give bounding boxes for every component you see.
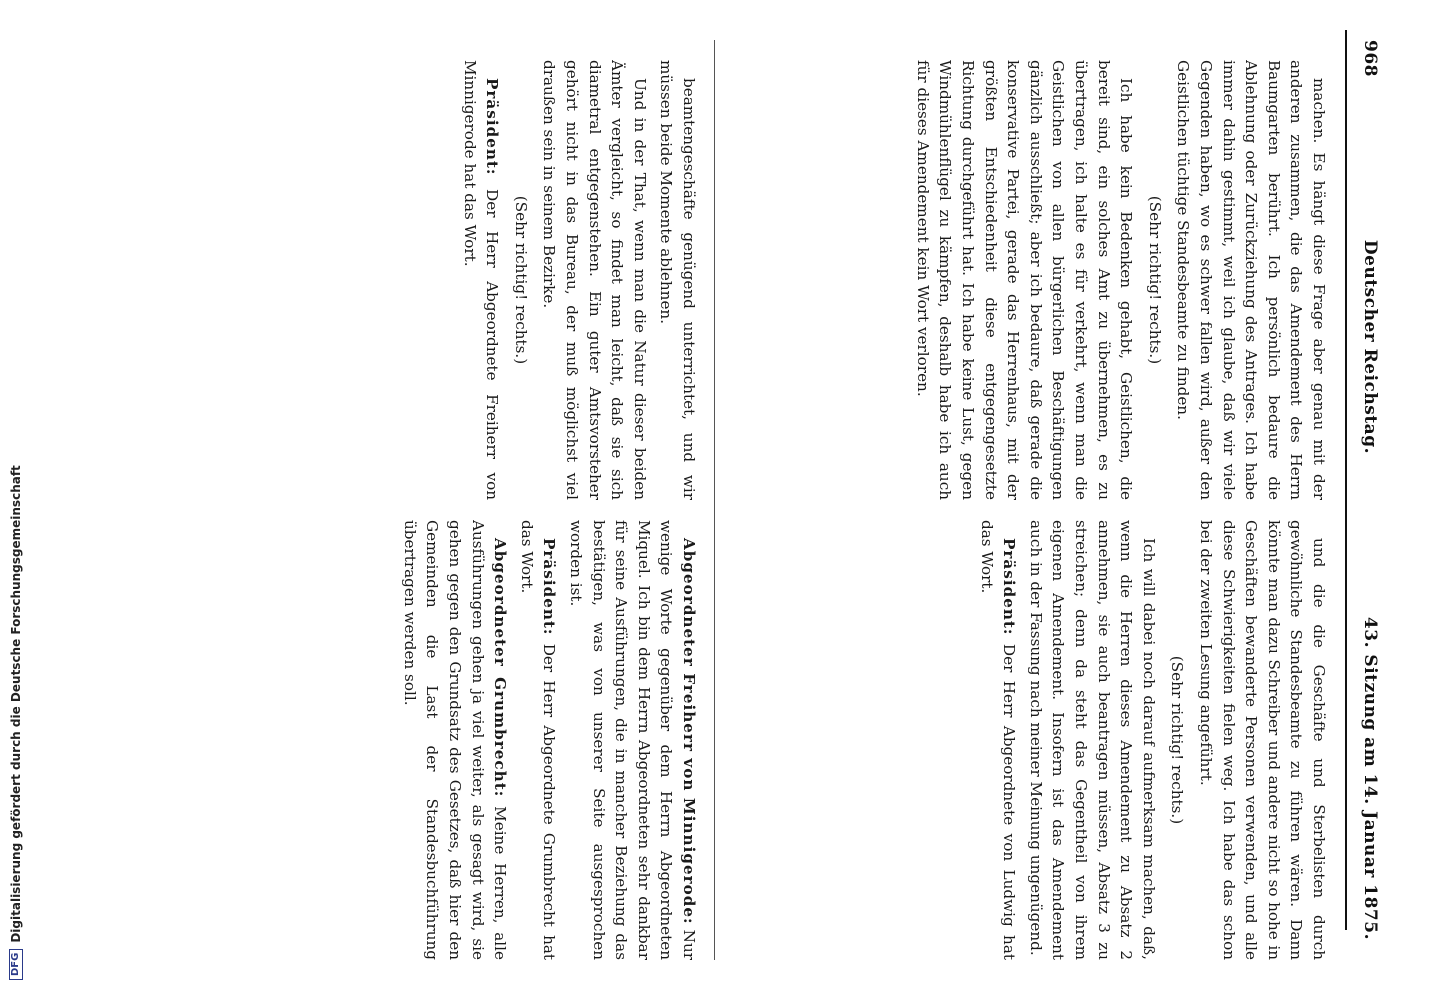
text-column-d [100, 520, 700, 960]
paragraph [398, 520, 511, 960]
interjection [1166, 520, 1189, 960]
text-column-b [710, 520, 1330, 960]
dfg-logo: DFG [9, 949, 23, 980]
paragraph-text: Ich will dabei noch darauf aufmerksam machen, daß, wenn die Herren dieses Amendement zu Absatz 2 annehmen, sie auch beantragen müssen, Absatz 3 zu streichen; denn da steht das Gegentheil von ihrem eigenen Amendement. Insofern ist das Amendement auch in der Fassung nach meiner Meinung ungenügend. [1026, 520, 1158, 960]
paragraph-text: Der Herr Abgeordnete von Ludwig hat das Wort. [977, 520, 1019, 960]
text-column-a [710, 60, 1330, 500]
paragraph [1024, 520, 1160, 960]
paragraph-text: Meine Herren, alle Ausführungen gehen ja viel weiter, als gesagt wird, sie gehen gegen den Grundsatz des Gesetzes, daß hier den Gemeinden die Last der Standesbuchführung übertragen werden soll. [400, 520, 510, 960]
session-title: 43. Sitzung am 14. Januar 1875. [1360, 616, 1380, 940]
speaker-name: Präsident: [1000, 538, 1019, 636]
paragraph [655, 60, 700, 500]
paragraph-text: Nur wenige Worte gegenüber dem Herrn Abgeordneten Miquel. Ich bin dem Herrn Abgeordneten sehr dankbar für seine Ausführungen, die in mancher Beziehung das bestätigen, was von unserer Seite ausgesprochen worden ist. [567, 520, 698, 960]
publication-title: Deutscher Reichstag. [1360, 239, 1380, 455]
paragraph [911, 60, 1137, 500]
footer-text: Digitalisierung gefördert durch die Deutsche Forschungsgemeinschaft [9, 465, 23, 943]
paragraph [564, 520, 700, 960]
paragraph [975, 520, 1020, 960]
text-column-c [100, 60, 700, 500]
speaker-name: Abgeordneter Freiherr von Minnigerode: [680, 538, 698, 925]
paragraph [1172, 60, 1330, 500]
paragraph-text: (Sehr richtig! rechts.) [1145, 195, 1164, 365]
interjection [1143, 60, 1166, 500]
paragraph-text: Der Herr Abgeordnete Grumbrecht hat das Wort. [517, 520, 559, 960]
paragraph [515, 520, 560, 960]
paragraph-text: machen. Es hängt diese Frage aber genau mit der anderen zusammen, die das Amendement des Herrn Baumgarten berührt. Ich persönlich bedaure die Ablehnung oder Zurückziehung des Antrages. Ich habe immer dahin gestimmt, weil ich glaube, daß wir viele Gegenden haben, wo es schwer fallen wird, außer den Geistlichen tüchtige Standesbeamte zu finden. [1174, 60, 1328, 500]
paragraph [1194, 520, 1330, 960]
paragraph-text: Und in der That, wenn man die Natur dieser beiden Ämter vergleicht, so findet man leicht, daß sie sich diametral entgegenstehen. Ein guter Amtsvorsteher gehört nicht in das Bureau, der muß möglichst viel draußen sein in seinem Bezirke. [540, 60, 649, 500]
header-rule [1345, 30, 1347, 930]
paragraph-text: und die die Geschäfte und Sterbelisten durch gewöhnliche Standesbeamte zu führen wären. Dann könnte man dazu Schreiber und andere nicht so hohe in Geschäften bewanderte Personen verwenden, und alle diese Schwierigkeiten fielen weg. Ich habe das schon bei der zweiten Lesung angeführt. [1197, 520, 1328, 960]
speaker-name: Präsident: [483, 78, 502, 176]
paragraph [458, 60, 503, 500]
interjection [509, 60, 532, 500]
speaker-name: Abgeordneter Grumbrecht: [491, 538, 510, 798]
paragraph-text: Der Herr Abgeordnete Freiherr von Minnigerode hat das Wort. [460, 60, 502, 500]
paragraph [538, 60, 651, 500]
paragraph-text: beamtengeschäfte genügend unterrichtet, und wir müssen beide Momente ablehnen. [657, 60, 698, 500]
page-number: 968 [1360, 40, 1380, 77]
paragraph-text: (Sehr richtig! rechts.) [1168, 655, 1187, 825]
digitization-footer [8, 80, 24, 980]
speaker-name: Präsident: [540, 538, 559, 636]
paragraph-text: (Sehr richtig! rechts.) [511, 195, 530, 365]
page-header [1350, 40, 1390, 940]
paragraph-text: Ich habe kein Bedenken gehabt, Geistlichen, die bereit sind, ein solches Amt zu übernehmen, es zu übertragen, ich halte es für verkehrt, wenn man die Geistlichen von allen bürgerlichen Beschäftigungen gänzlich ausschließt; aber ich bedaure, daß gerade die konservative Partei, gerade das Herrenhaus, mit der größten Entschiedenheit diese entgegengesetzte Richtung durchgeführt hat. Ich habe keine Lust, gegen Windmühlenflügel zu kämpfen, deshalb habe ich auch für dieses Amendement kein Wort verloren. [913, 60, 1136, 500]
